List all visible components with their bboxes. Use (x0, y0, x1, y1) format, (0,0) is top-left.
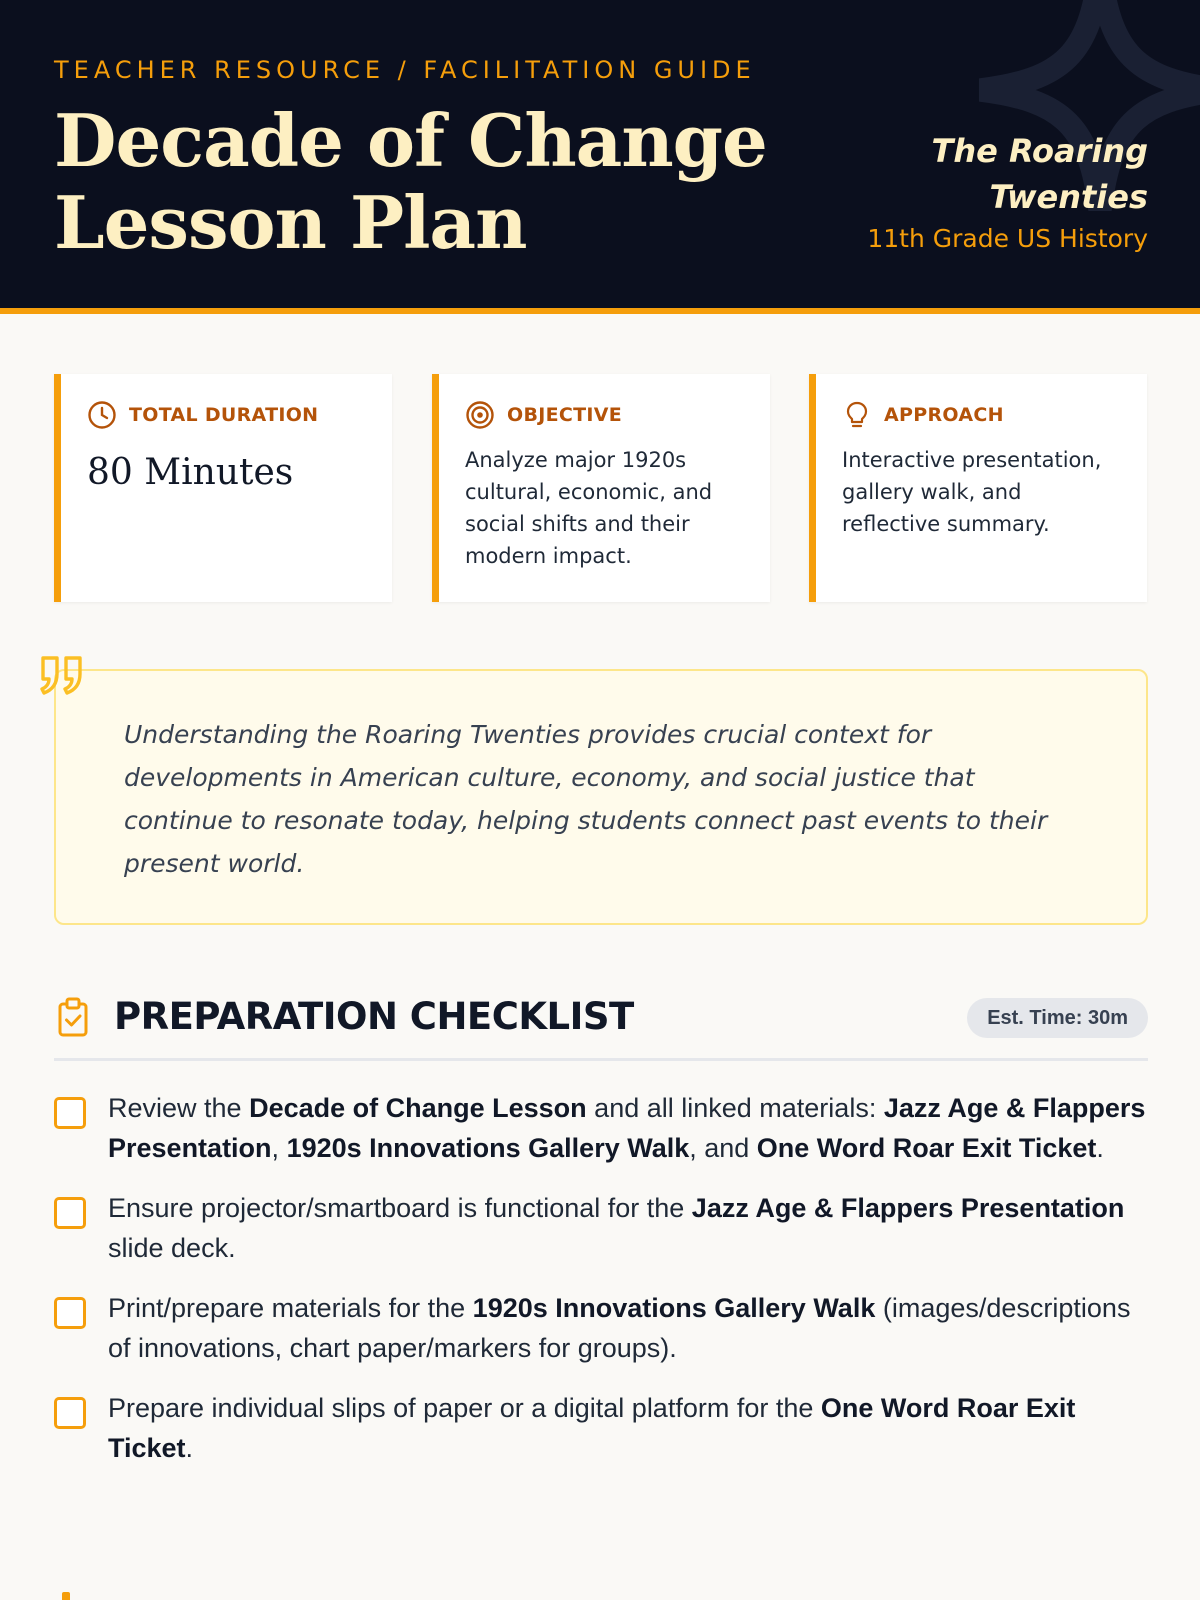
checklist-item (54, 1388, 1148, 1468)
checklist-item-fragment: Ensure projector/smartboard is functional for the (108, 1193, 692, 1223)
approach-label: APPROACH (884, 404, 1004, 426)
checklist-item-emphasis: 1920s Innovations Gallery Walk (472, 1293, 876, 1323)
checklist-item-emphasis: Jazz Age & Flappers Presentation (691, 1193, 1125, 1223)
duration-card-header (87, 400, 366, 430)
title-line-1: Decade of Change (54, 98, 767, 183)
clipboard-check-icon (54, 996, 92, 1038)
preparation-checklist-title: PREPARATION CHECKLIST (114, 995, 634, 1038)
checklist-item (54, 1088, 1148, 1168)
rationale-quote-box (54, 669, 1148, 925)
checklist-checkbox[interactable] (54, 1297, 86, 1329)
checklist-item (54, 1188, 1148, 1268)
checklist-item-emphasis: Jazz Age & Flappers Presentation (108, 1093, 1146, 1163)
duration-label: TOTAL DURATION (129, 404, 319, 426)
checklist-item-fragment: , (271, 1133, 287, 1163)
checklist-item-fragment: . (185, 1433, 194, 1463)
checklist-item-fragment: Prepare individual slips of paper or a digital platform for the (108, 1393, 821, 1423)
checklist-item-fragment: , and (689, 1133, 757, 1163)
target-icon (465, 400, 495, 430)
duration-card (54, 374, 392, 602)
checklist-item-emphasis: One Word Roar Exit Ticket (756, 1133, 1097, 1163)
checklist-item (54, 1288, 1148, 1368)
checklist-item-fragment: . (1096, 1133, 1104, 1163)
next-section-icon-partial (62, 1592, 70, 1600)
clock-icon (87, 400, 117, 430)
checklist-item-fragment: slide deck. (108, 1233, 236, 1263)
checklist-item-text (108, 1293, 1130, 1363)
preparation-checklist (54, 1088, 1148, 1488)
title-line-2: Lesson Plan (54, 180, 527, 265)
subject-line-2: Twenties (989, 178, 1148, 216)
page-title (54, 100, 814, 264)
objective-text: Analyze major 1920s cultural, economic, and social shifts and their modern impact. (465, 448, 713, 568)
checklist-item-emphasis: One Word Roar Exit Ticket (108, 1393, 1076, 1463)
section-divider (54, 1058, 1148, 1061)
approach-card (809, 374, 1147, 602)
checklist-item-fragment: Print/prepare materials for the (108, 1293, 473, 1323)
grade-label: 11th Grade US History (867, 224, 1148, 253)
checklist-item-text (108, 1393, 1075, 1463)
checklist-checkbox[interactable] (54, 1397, 86, 1429)
checklist-item-text (108, 1093, 1145, 1163)
checklist-item-fragment: (images/descriptions of innovations, chart paper/markers for groups). (108, 1293, 1131, 1363)
page-header (0, 0, 1200, 314)
checklist-item-emphasis: Decade of Change Lesson (249, 1093, 587, 1123)
checklist-checkbox[interactable] (54, 1097, 86, 1129)
subject-line-1: The Roaring (931, 132, 1148, 170)
quote-icon (38, 652, 86, 700)
checklist-item-fragment: Review the (108, 1093, 250, 1123)
estimated-time-badge: Est. Time: 30m (967, 998, 1148, 1038)
checklist-item-text (108, 1193, 1124, 1263)
objective-card (432, 374, 770, 602)
header-kicker: TEACHER RESOURCE / FACILITATION GUIDE (54, 56, 756, 84)
approach-text: Interactive presentation, gallery walk, and reflective summary. (842, 448, 1102, 536)
checklist-checkbox[interactable] (54, 1197, 86, 1229)
duration-value: 80 Minutes (87, 452, 294, 493)
checklist-item-emphasis: 1920s Innovations Gallery Walk (286, 1133, 690, 1163)
objective-card-header (465, 400, 744, 430)
checklist-item-fragment: and all linked materials: (586, 1093, 884, 1123)
lightbulb-icon (842, 400, 872, 430)
rationale-quote-text: Understanding the Roaring Twenties provides crucial context for developments in American culture, economy, and social justice that continue to resonate today, helping students connect past events to their present world. (124, 720, 1048, 878)
approach-card-header (842, 400, 1121, 430)
subject-title (888, 128, 1148, 220)
objective-label: OBJECTIVE (507, 404, 623, 426)
